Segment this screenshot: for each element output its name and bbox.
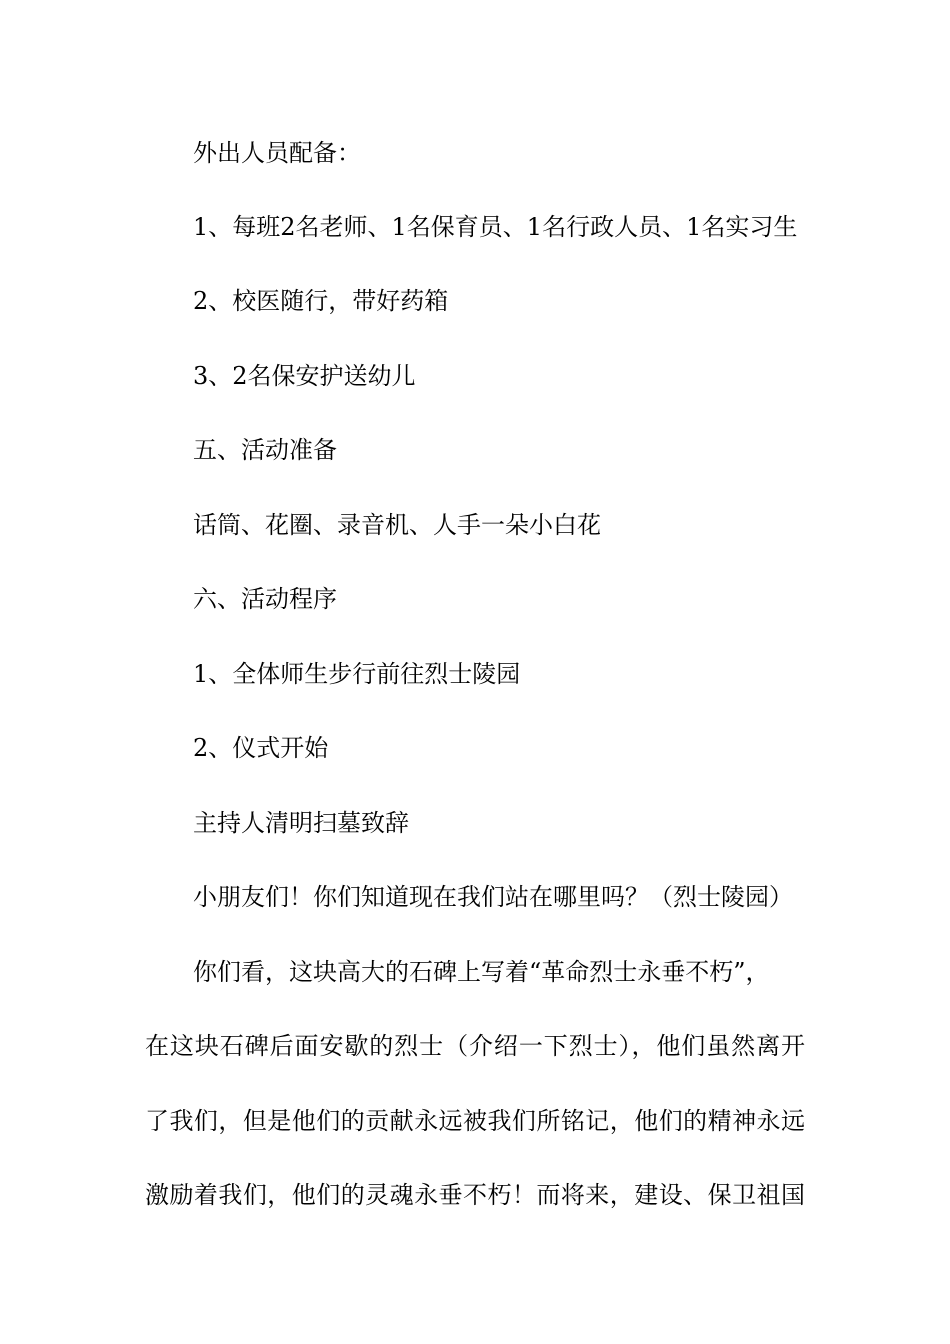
speech-heading: 主持人清明扫墓致辞 — [193, 809, 409, 837]
section-heading-staffing: 外出人员配备： — [193, 139, 361, 167]
section-heading-procedure: 六、活动程序 — [193, 585, 337, 613]
section-heading-preparation: 五、活动准备 — [193, 436, 337, 464]
speech-line-2: 你们看，这块高大的石碑上写着“革命烈士永垂不朽”， — [193, 958, 770, 986]
speech-line-4: 了我们，但是他们的贡献永远被我们所铭记，他们的精神永远 — [145, 1107, 805, 1135]
staffing-item-2: 2、校医随行，带好药箱 — [193, 287, 449, 315]
staffing-item-1: 1、每班2名老师、1名保育员、1名行政人员、1名实习生 — [193, 213, 798, 241]
preparation-items: 话筒、花圈、录音机、人手一朵小白花 — [193, 511, 601, 539]
staffing-item-3: 3、2名保安护送幼儿 — [193, 362, 416, 390]
speech-line-3: 在这块石碑后面安歇的烈士（介绍一下烈士），他们虽然离开 — [145, 1032, 805, 1060]
procedure-step-1: 1、全体师生步行前往烈士陵园 — [193, 660, 521, 688]
procedure-step-2: 2、仪式开始 — [193, 734, 329, 762]
speech-line-1: 小朋友们！你们知道现在我们站在哪里吗？（烈士陵园） — [193, 883, 793, 911]
speech-line-5: 激励着我们，他们的灵魂永垂不朽！而将来，建设、保卫祖国 — [145, 1181, 805, 1209]
